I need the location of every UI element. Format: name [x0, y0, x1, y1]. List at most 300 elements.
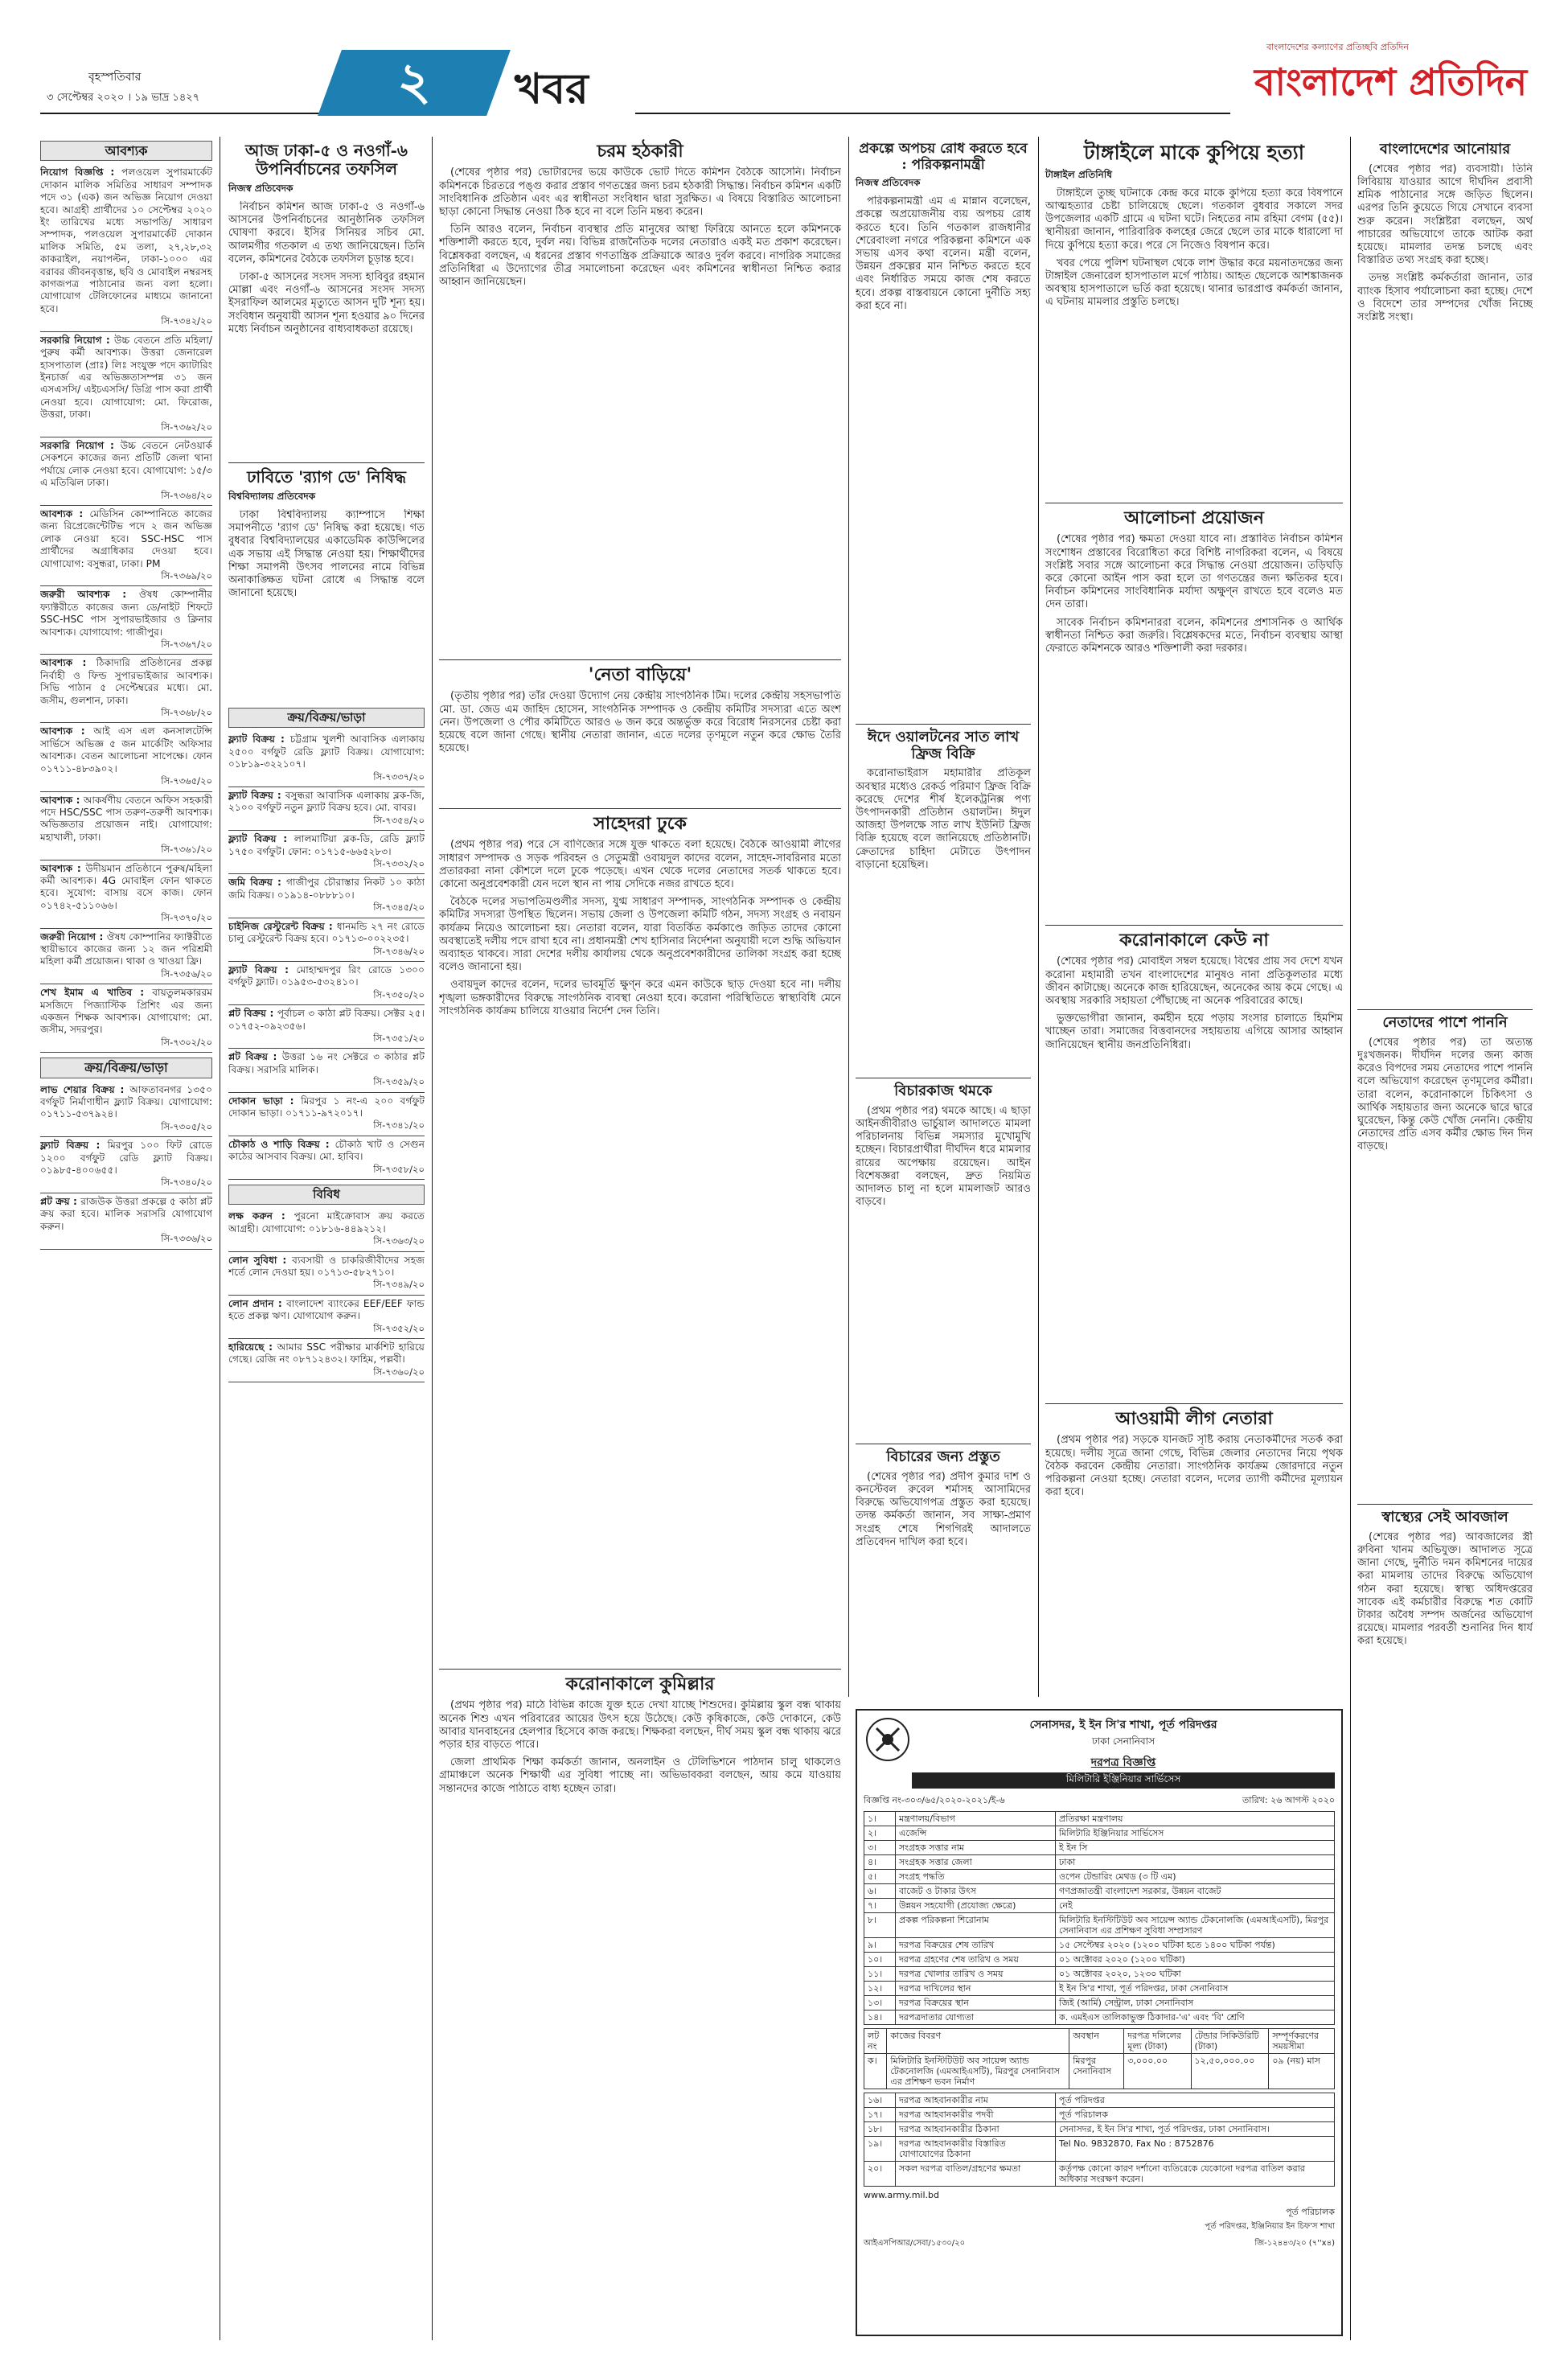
headline-leaders: নেতাদের পাশে পাননি [1357, 1009, 1533, 1032]
classified-ad [40, 860, 212, 929]
body-ragday [228, 509, 425, 710]
tender-org: সেনাসদর, ই ইন সি'র শাখা, পূর্ত পরিদপ্তর [1029, 1719, 1217, 1731]
article-eid [856, 724, 1031, 1073]
classified-ad-ref: সি-৭৩৫১/২০ [373, 1032, 425, 1044]
tender-info-table [864, 1811, 1335, 2025]
tender-cell: সংগ্রহক সত্তার নাম [896, 1841, 1056, 1855]
tender-cell: ৭। [864, 1899, 896, 1913]
classified-ad-body: চৌকাঠ খাট ও সেগুন কাঠের আসবাব বিক্রয়। মো. হাবিব। [228, 1138, 425, 1163]
tender-cell: ঢাকা [1056, 1855, 1335, 1870]
tender-lot-table [864, 2028, 1335, 2089]
classified-ad-body: মিরপুর ১ নং-এ ২০০ বর্গফুট দোকান ভাড়া। ০১৭১১-৯৭২০১৭। [228, 1095, 425, 1119]
tender-lot-cell: সম্পূর্ণকরণের সময়সীমা [1269, 2029, 1335, 2054]
body-chorom [439, 166, 841, 665]
body-health [1357, 1531, 1533, 2327]
tender-cell: প্রকল্প পরিকল্পনা শিরোনাম [896, 1913, 1056, 1938]
article-comilla [439, 1669, 841, 2327]
tender-cell: ৫। [864, 1870, 896, 1884]
classified-ad-title: ফ্ল্যাট বিক্রয় : [228, 833, 294, 845]
article-covid [1045, 925, 1343, 1398]
classified-ad [228, 787, 425, 831]
tender-cell: দরপত্র গ্রহণের শেষ তারিখ ও সময় [896, 1953, 1056, 1967]
tender-cell: প্রতিরক্ষা মন্ত্রণালয় [1056, 1812, 1335, 1826]
classified-ad-title: লক্ষ করুন : [228, 1210, 294, 1222]
tender-cell: পূর্ত পরিচালক [1056, 2108, 1335, 2122]
tender-cell: দরপত্র আহবানকারীর পদবী [896, 2108, 1056, 2122]
classified-ad-body: আকর্ষণীয় বেতনে অফিস সহকারী পদে HSC/SSC পাস তরুণ-তরুণী আবশ্যক। অভিজ্ঞতার প্রয়োজন নাই। যোগাযোগ: মহাখালী, ঢাকা। [40, 794, 212, 843]
article-tangail [1045, 142, 1343, 493]
classified-ad [228, 1049, 425, 1092]
article-paragraph: টাঙ্গাইলে তুচ্ছ ঘটনাকে কেন্দ্র করে মাকে কুপিয়ে হত্যা করে বিষপানে আত্মহত্যার চেষ্টা চালিয়েছে ছেলে। গতকাল বুধবার সকালে সদর উপজেলার একটি গ্রামে এ ঘটনা ঘটে। নিহতের নাম রহিমা বেগম (৫৫)। স্থানীয়রা জানান, পারিবারিক কলহের জেরে ছেলে তার মাকে ধারালো দা দিয়ে কুপিয়ে হত্যা করে। পরে সে নিজেও বিষপান করে। [1045, 187, 1343, 252]
classified-ad-ref: সি-৭৩৪৫/২০ [373, 902, 425, 914]
tender-row [864, 1982, 1335, 1996]
tender-cell: ১৬। [864, 2093, 896, 2108]
tender-cell: দরপত্র আহবানকারীর বিস্তারিত যোগাযোগের ঠিকানা [896, 2137, 1056, 2162]
classified-ad [228, 1093, 425, 1136]
classified-ad [228, 962, 425, 1005]
article-health [1357, 1504, 1533, 2327]
tender-row [864, 2093, 1335, 2108]
article-awami [1045, 1403, 1343, 1699]
classified-ad-title: জমি বিক্রয় : [228, 877, 287, 889]
tender-row [864, 2137, 1335, 2162]
tender-cell: ১৮। [864, 2122, 896, 2137]
tender-cell: দরপত্র বিক্রয়ের স্থান [896, 1996, 1056, 2011]
classified-ad-title: হারিয়েছে : [228, 1341, 277, 1353]
classified-ad-title: আবশ্যক : [40, 507, 90, 520]
tender-lot-cell: মিরপুর সেনানিবাস [1069, 2054, 1124, 2089]
classified-ad-body: মিরপুর ১০০ ফিট রোডে ১২০০ বর্গফুট রেডি ফ্ল্যাট বিক্রয়। ০১৯৮৫-৪০০৬৫৫। [40, 1140, 212, 1177]
classified-ad-title: লোন সুবিধা : [228, 1254, 293, 1266]
body-comilla [439, 1699, 841, 2327]
tender-notice [856, 1709, 1343, 2336]
tender-cell: ১৯। [864, 2137, 896, 2162]
classified-ad-body: চট্টগ্রাম খুলশী আবাসিক এলাকায় ২৫০০ বর্গফুট রেডি ফ্ল্যাট বিক্রয়। যোগাযোগ: ০১৮১৯-৩২২১০৭। [228, 733, 425, 770]
article-paragraph: বৈঠকে দলের সভাপতিমণ্ডলীর সদস্য, যুগ্ম সাধারণ সম্পাদক, সাংগঠনিক সম্পাদক ও কেন্দ্রীয় কমিটির সদস্যরা উপস্থিত ছিলেন। সভায় জেলা ও উপজেলা কমিটি গঠন, সদস্য সংগ্রহ ও নবায়ন কার্যক্রম নিয়েও আলোচনা হয়। নেতারা বলেন, যারা বিতর্কিত কর্মকাণ্ডে জড়িত তাদের কোনো অবস্থাতেই দলীয় পদে রাখা হবে না। প্রধানমন্ত্রী শেখ হাসিনার নির্দেশনা অনুযায়ী দলে শুদ্ধি অভিযান অব্যাহত থাকবে। সারা দেশের দলীয় কার্যালয় থেকে অনুপ্রবেশকারীদের তালিকা সংগ্রহ করা হচ্ছে বলেও জানানো হয়। [439, 896, 841, 974]
article-paragraph: সাবেক নির্বাচন কমিশনাররা বলেন, কমিশনের প্রশাসনিক ও আর্থিক স্বাধীনতা নিশ্চিত করা জরুরি। বিশ্লেষকদের মতে, নির্বাচন ব্যবস্থায় আস্থা ফেরাতে কমিশনকে আরও শক্তিশালী করা দরকার। [1045, 616, 1343, 655]
classified-ad-title: চৌকাঠ ও শাড়ি বিক্রয় : [228, 1138, 335, 1150]
classified-ad [228, 918, 425, 962]
classified-ad-title: প্লট বিক্রয় : [228, 1051, 282, 1063]
tender-cell: ৪। [864, 1855, 896, 1870]
tender-row [864, 1938, 1335, 1953]
tender-cell: দরপত্র আহবানকারীর ঠিকানা [896, 2122, 1056, 2137]
article-paragraph: (শেষের পৃষ্ঠার পর) মোবাইল সম্বল হয়েছে। বিশ্বের প্রায় সব দেশে যখন করোনা মহামারী তখন বাংলাদেশের মানুষও নানা প্রতিকূলতার মধ্যে জীবন কাটাচ্ছে। অনেকে কাজ হারিয়েছেন, অনেকের আয় কমে গেছে। এ অবস্থায় সরকারি সহায়তা পৌঁছাচ্ছে না অনেক পরিবারের কাছে। [1045, 955, 1343, 1007]
tender-website[interactable]: www.army.mil.bd [864, 2190, 939, 2200]
tender-cell: মিলিটারি ইনস্টিটিউট অব সায়েন্স অ্যান্ড টেকনোলজি (এমআইএসটি), মিরপুর সেনানিবাস এর প্রশিক্ষণ সুবিধা সম্প্রসারণ [1056, 1913, 1335, 1938]
headline-anowar: বাংলাদেশের আনোয়ার [1379, 141, 1511, 158]
tender-cell: ক. এমইএস তালিকাভুক্ত ঠিকাদার-'এ' এবং 'বি' শ্রেণি [1056, 2011, 1335, 2025]
classified-ad-ref: সি-৭৩৬৫/২০ [161, 775, 212, 787]
classified-ad-body: ঔষধ কোম্পানীর ফ্যাক্টরীতে কাজের জন্য ডে/নাইট শিফটে SSC-HSC পাস সুপারভাইজার ও ক্লিনার আবশ্যক। যোগাযোগ: গাজীপুর। [40, 589, 212, 638]
classified-ad-body: গাজীপুর চৌরাস্তার নিকট ১০ কাঠা জমি বিক্রয়। ০১৯১৪-০৮৮৮১০। [228, 877, 425, 901]
body-constituency [228, 201, 425, 450]
classified-ad-ref: সি-৭৩৬৪/২০ [161, 489, 212, 501]
classified-ad-title: সরকারি নিয়োগ : [40, 334, 114, 346]
article-paragraph: (তৃতীয় পৃষ্ঠার পর) তাঁর দেওয়া উদ্যোগ নেয় কেন্দ্রীয় সাংগঠনিক টিম। দলের কেন্দ্রীয় সহসভাপতি মো. ডা. জেড এম জাহিদ হোসেন, সাংগঠনিক সম্পাদক ও কেন্দ্রীয় কমিটির সদস্যরা এতে অংশ নেন। উপজেলা ও পৌর কমিটিতে আরও ৬ জন করে অন্তর্ভুক্ত করে বিরোধ নিরসনের চেষ্টা করা হয়েছে বলে জানা গেছে। স্থানীয় নেতারা জানান, এতে দলের তৃণমূলে নতুন করে ক্ষোভ তৈরি হয়েছে। [439, 690, 841, 755]
classified-ad [40, 506, 212, 586]
tender-cell: পূর্ত পরিদপ্তর [1056, 2093, 1335, 2108]
classified-ad-ref: সি-৭৩৬০/২০ [373, 1366, 425, 1378]
headline-sahed: সাহেদরা ঢুকে [439, 808, 841, 834]
classified-ad-body: বায়তুলমকাররম মসজিদে পিজ্যাস্টিক প্রিশিং এর জন্য একজন শিক্ষক আবশ্যক। যোগাযোগ: মো. জসীম, সদরপুর। [40, 987, 212, 1036]
classified-ad-ref: সি-৭৩৪৬/২০ [373, 945, 425, 957]
section-title: খবর [515, 64, 589, 113]
classified-ad [40, 655, 212, 723]
article-paragraph: ভুক্তভোগীরা জানান, কর্মহীন হয়ে পড়ায় সংসার চালাতে হিমশিম খাচ্ছেন তারা। সমাজের বিত্তবানদের সহায়তায় এগিয়ে আসার আহ্বান জানিয়েছেন স্থানীয় জনপ্রতিনিধিরা। [1045, 1012, 1343, 1051]
classified-ad-ref: সি-৭৩৬২/২০ [161, 421, 212, 433]
classified-ad-body: পূর্বাচল ৩ কাঠা প্লট বিক্রয়। সেক্টর ২৫। ০১৭৫২-০৯২৩৫৬। [228, 1008, 425, 1032]
column-divider [1038, 137, 1039, 1697]
classified-ad-body: ঔষধ কোম্পানির ফ্যাক্টরীতে স্থায়ীভাবে কাজের জন্য ১২ জন পরিশ্রমী মহিলা কর্মী প্রয়োজন। থাকা ও খাওয়া ফ্রি। [40, 930, 212, 967]
column-divider [848, 137, 849, 1697]
tender-lot-cell: ৩,০০০.০০ [1124, 2054, 1191, 2089]
headline-discussion: আলোচনা প্রয়োজন [1045, 503, 1343, 528]
headline-eid: ঈদে ওয়ালটনের সাত লাখ ফ্রিজ বিক্রি [856, 724, 1031, 762]
classified-ad-title: চাইনিজ রেস্টুরেন্ট বিক্রয় : [228, 920, 337, 932]
classified-ad-title: আবশ্যক : [40, 657, 96, 669]
tender-cell: ১১। [864, 1967, 896, 1982]
tender-footer-table [864, 2093, 1335, 2187]
tender-row [864, 1870, 1335, 1884]
body-eid [856, 767, 1031, 1073]
classified-ad-title: জরুরী নিয়োগ : [40, 930, 107, 943]
classified-ad [228, 1296, 425, 1339]
article-paragraph: পরিকল্পনামন্ত্রী এম এ মান্নান বলেছেন, প্রকল্পে অপ্রয়োজনীয় ব্যয় অপচয় রোধ করতে হবে। তিনি গতকাল রাজধানীর শেরেবাংলা নগরে পরিকল্পনা কমিশনে এক সভায় এসব কথা বলেন। মন্ত্রী বলেন, উন্নয়ন প্রকল্পের মান নিশ্চিত করতে হবে এবং নির্ধারিত সময়ে কাজ শেষ করতে হবে। প্রকল্প বাস্তবায়নে কোনো দুর্নীতি সহ্য করা হবে না। [856, 195, 1031, 312]
headline-awami: আওয়ামী লীগ নেতারা [1045, 1403, 1343, 1429]
tender-cell: ১৪। [864, 2011, 896, 2025]
classified-ad-title: শেখ ইমাম এ খাতিব : [40, 987, 153, 999]
tender-cell: উন্নয়ন সহযোগী (প্রযোজ্য ক্ষেত্রে) [896, 1899, 1056, 1913]
article-paragraph: জেলা প্রাথমিক শিক্ষা কর্মকর্তা জানান, অনলাইন ও টেলিভিশনে পাঠদান চালু থাকলেও গ্রামাঞ্চলে অনেক শিক্ষার্থী এর সুবিধা পাচ্ছে না। অভিভাবকরা বলছেন, আয় কমে যাওয়ায় সন্তানদের কাজে পাঠাতে বাধ্য হচ্ছেন তারা। [439, 1756, 841, 1795]
classified-ad-title: জরুরী আবশ্যক : [40, 589, 139, 601]
tender-signatory-sub: পূর্ত পরিদপ্তর, ইঞ্জিনিয়ার ইন চিফ'স শাখা [1205, 2222, 1335, 2231]
article-paragraph: (প্রথম পৃষ্ঠার পর) মাঠে বিভিন্ন কাজে যুক্ত হতে দেখা যাচ্ছে শিশুদের। কুমিল্লায় স্কুল বন্ধ থাকায় অনেক শিশু এখন পরিবারের আয়ের উৎস হয়ে উঠেছে। কেউ কৃষিকাজে, কেউ দোকানে, কেউ আবার যানবাহনের হেলপার হিসেবে কাজ করছে। শিক্ষকরা বলছেন, দীর্ঘ সময় স্কুল বন্ধ থাকায় ঝরে পড়ার হার বাড়তে পারে। [439, 1699, 841, 1751]
classified-ad-title: আবশ্যক : [40, 794, 84, 806]
tender-row [864, 1841, 1335, 1855]
tender-memo: বিজ্ঞপ্তি নং-৩০৩/৬৫/২০২০-২০২১/ই-৬ [864, 1795, 1005, 1805]
article-leaders [1357, 1009, 1533, 1487]
tender-cell: সংগ্রহ পদ্ধতি [896, 1870, 1056, 1884]
article-paragraph: (শেষের পৃষ্ঠার পর) ব্যবসায়ী। তিনি লিবিয়ায় যাওয়ার আগে দীর্ঘদিন প্রবাসী শ্রমিক পাঠানোর সঙ্গে জড়িত ছিলেন। এরপর তিনি কুয়েতে গিয়ে সেখানে ব্যবসা শুরু করেন। সংশ্লিষ্টরা বলছেন, অর্থ পাচারের অভিযোগে তাকে আটক করা হয়েছে। মামলার তদন্ত চলছে এবং বিস্তারিত তথ্য সংগ্রহ করা হচ্ছে। [1357, 162, 1533, 267]
classified-ad-ref: সি-৭৩০৫/২০ [161, 1120, 212, 1132]
body-trial [856, 1105, 1031, 1443]
tender-row [864, 1953, 1335, 1967]
tender-org-sub: ঢাকা সেনানিবাস [1091, 1735, 1155, 1747]
tender-cell: ওপেন টেন্ডারিং মেথড (৩ টি এম) [1056, 1870, 1335, 1884]
column-divider [432, 137, 433, 2340]
tender-cell: ১৫ সেপ্টেম্বর ২০২০ (১২০০ ঘটিকা হতে ১৪০০ ঘটিকা পর্যন্ত) [1056, 1938, 1335, 1953]
tender-cell: মিলিটারি ইঞ্জিনিয়ার সার্ভিসেস [1056, 1826, 1335, 1841]
classified-ad [40, 929, 212, 985]
article-paragraph: তিনি আরও বলেন, নির্বাচন ব্যবস্থার প্রতি মানুষের আস্থা ফিরিয়ে আনতে হলে কমিশনকে শক্তিশালী করতে হবে, দুর্বল নয়। বিভিন্ন রাজনৈতিক দলের নেতারাও একই মত প্রকাশ করেছেন। বিশ্লেষকরা বলছেন, এ ধরনের প্রস্তাব গণতান্ত্রিক প্রক্রিয়াকে আরও দুর্বল করবে। নাগরিক সমাজের প্রতিনিধিরা এ উদ্যোগের তীব্র সমালোচনা করেছেন এবং কমিশনের স্বাধীনতা নিশ্চিত করার আহ্বান জানিয়েছেন। [439, 224, 841, 288]
article-paragraph: ঢাকা-৫ আসনের সংসদ সদস্য হাবিবুর রহমান মোল্লা এবং নওগাঁ-৬ আসনের সংসদ সদস্য ইসরাফিল আলমের মৃত্যুতে আসন দুটি শূন্য হয়। সংবিধান অনুযায়ী আসন শূন্য হওয়ার ৯০ দিনের মধ্যে নির্বাচন অনুষ্ঠানের বাধ্যবাধকতা রয়েছে। [228, 271, 425, 335]
article-paragraph: ওবায়দুল কাদের বলেন, দলের ভাবমূর্তি ক্ষুণ্ন করে এমন কাউকে ছাড় দেওয়া হবে না। দলীয় শৃঙ্খলা ভঙ্গকারীদের বিরুদ্ধে সাংগঠনিক ব্যবস্থা নেওয়া হবে। করোনা পরিস্থিতিতে স্বাস্থ্যবিধি মেনে সাংগঠনিক কার্যক্রম চালিয়ে যাওয়ার নির্দেশ দেন তিনি। [439, 979, 841, 1017]
header-rule [40, 113, 330, 114]
classified-ad-ref: সি-৭৩৩৭/২০ [373, 770, 425, 782]
article-paragraph: করোনাভাইরাস মহামারীর প্রতিকূল অবস্থার মধ্যেও রেকর্ড পরিমাণ ফ্রিজ বিক্রি করেছে দেশের শীর্ষ ইলেকট্রনিক্স পণ্য উৎপাদনকারী প্রতিষ্ঠান ওয়ালটন। ঈদুল আজহা উপলক্ষে সাত লাখ ইউনিট ফ্রিজ বিক্রি হয়েছে বলে জানিয়েছে প্রতিষ্ঠানটি। ক্রেতাদের চাহিদা মেটাতে উৎপাদন বাড়ানো হয়েছিল। [856, 767, 1031, 871]
tender-isrp-ref: আইএসপিআর/সেবা/১৫৩০/২০ [864, 2239, 966, 2248]
tender-lot-cell: ০৯ (নয়) মাস [1269, 2054, 1335, 2089]
body-covid [1045, 955, 1343, 1398]
classified-ad [40, 723, 212, 791]
classified-ad-ref: সি-৭৩৬১/২০ [161, 844, 212, 856]
classified-ad-title: প্লট ক্রয় : [40, 1195, 81, 1207]
tender-lot-cell: মিলিটারি ইনস্টিটিউট অব সায়েন্স অ্যান্ড টেকনোলজি (এমআইএসটি), মিরপুর সেনানিবাস এর প্রশিক্ষণ ভবন নির্মাণ [887, 2054, 1069, 2089]
tender-lot-cell: দরপত্র দলিলের মূল্য (টাকা) [1124, 2029, 1191, 2054]
army-emblem-icon [865, 1717, 910, 1762]
tender-cell: ১। [864, 1812, 896, 1826]
tender-cell: দরপত্র দাখিলের স্থান [896, 1982, 1056, 1996]
article-sahed [439, 808, 841, 1659]
headline-project: প্রকল্পে অপচয় রোধ করতে হবে : পরিকল্পনামন্ত্রী [859, 141, 1028, 173]
tender-cell: ৩। [864, 1841, 896, 1855]
classified-ad-title: নিয়োগ বিজ্ঞপ্তি : [40, 166, 122, 179]
classified-ad-ref: সি-৭৩৪১/২০ [373, 1119, 425, 1132]
classified-heading-essential: আবশ্যক [40, 141, 212, 161]
classified-ad [228, 1339, 425, 1382]
classified-ad-body: ব্যবসায়ী ও চাকরিজীবীদের সহজ শর্তে লোন দেওয়া হয়। ০১৭১৩-৫৮২৭১০। [228, 1254, 425, 1279]
tender-cell: ই ইন সি [1056, 1841, 1335, 1855]
classified-ad-body: লালমাটিয়া ব্লক-ডি, রেডি ফ্ল্যাট ১৭৫০ বর্গফুট। ফোন: ০১৭১৫-৬৬৫২৮৩। [228, 833, 425, 857]
classified-ad-ref: সি-৭৩৫৬/২০ [161, 967, 212, 980]
article-paragraph: নির্বাচন কমিশন আজ ঢাকা-৫ ও নওগাঁ-৬ আসনের উপনির্বাচনের আনুষ্ঠানিক তফসিল ঘোষণা করবে। ইসির সিনিয়র সচিব মো. আলমগীর গতকাল এ তথ্য জানিয়েছেন। তিনি বলেন, কমিশনের বৈঠকে তফসিল চূড়ান্ত হবে। [228, 201, 425, 265]
classified-ad-body: ঠিকাদারি প্রতিষ্ঠানের প্রকল্প নির্বাহী ও ফিল্ড সুপারভাইজার আবশ্যক। সিভি পাঠান ৫ সেপ্টেম্বরের মধ্যে। মো. জসীম, গুলশান, ঢাকা। [40, 657, 212, 706]
tender-row [864, 1899, 1335, 1913]
headline-ready: বিচারের জন্য প্রস্তুত [856, 1444, 1031, 1466]
tender-cell: ৬। [864, 1884, 896, 1899]
body-discussion [1045, 533, 1343, 919]
headline-trial: বিচারকাজ থমকে [856, 1078, 1031, 1100]
classified-ad-title: ফ্ল্যাট বিক্রয় : [228, 963, 297, 975]
classified-ad-ref: সি-৭৩৬৮/২০ [161, 707, 212, 719]
classified-ad-body: ধানমন্ডি ২৭ নং রোডে চালু রেস্টুরেন্ট বিক্রয় হবে। ০১৭১৩-০০২২৩৫। [228, 920, 425, 945]
headline-ragday: ঢাবিতে 'র‍্যাগ ডে' নিষিদ্ধ [228, 462, 425, 487]
byline-project: নিজস্ব প্রতিবেদক [856, 177, 921, 189]
tender-cell: ১৩। [864, 1996, 896, 2011]
classified-ad-title: প্লট বিক্রয় : [228, 1008, 277, 1020]
tender-code-ref: জি-১২৪৪৩/২০ (৭''x৪) [1254, 2239, 1335, 2248]
classified-ad-title: লাভ শেয়ার বিক্রয় : [40, 1083, 130, 1095]
tender-row [864, 2011, 1335, 2025]
tender-cell: Tel No. 9832870, Fax No : 8752876 [1056, 2137, 1335, 2162]
classified-ad-title: সরকারি নিয়োগ : [40, 439, 121, 451]
classifieds-column [40, 141, 212, 2336]
tender-cell: দরপত্র বিক্রয়ের শেষ তারিখ [896, 1938, 1056, 1953]
day-label: বৃহস্পতিবার [88, 71, 142, 84]
tender-title: দরপত্র বিজ্ঞপ্তি [1090, 1756, 1156, 1769]
classified-ad [40, 332, 212, 437]
classified-ad [40, 586, 212, 655]
classified-ad-ref: সি-৭৩৭০/২০ [161, 912, 212, 924]
body-sahed [439, 839, 841, 1659]
tender-subtitle: মিলিটারি ইঞ্জিনিয়ার সার্ভিসেস [912, 1772, 1335, 1789]
tender-cell: ১২। [864, 1982, 896, 1996]
classified-ad-title: লোন প্রদান : [228, 1297, 287, 1309]
tender-row [864, 2122, 1335, 2137]
headline-constituency: আজ ঢাকা-৫ ও নওগাঁ-৬ উপনির্বাচনের তফসিল [245, 141, 408, 179]
tender-cell: এজেন্সি [896, 1826, 1056, 1841]
tender-row [864, 1884, 1335, 1899]
classified-ad-ref: সি-৭৩৩৬/২০ [161, 1233, 212, 1245]
classified-ad [40, 437, 212, 506]
header-rule-right [635, 113, 1230, 114]
tender-signatory: পূর্ত পরিচালক [1286, 2207, 1335, 2217]
tender-cell: ১৭। [864, 2108, 896, 2122]
classified-ad-body: পুরনো মাইক্রোবাস ক্রয় করতে আগ্রহী। যোগাযোগ: ০১৮১৬-৪৪৯২১২। [228, 1210, 425, 1234]
tender-row [864, 1913, 1335, 1938]
classified-ad-ref: সি-৭৩৩২/২০ [373, 858, 425, 870]
classified-ad [228, 831, 425, 874]
article-paragraph: (শেষের পৃষ্ঠার পর) তা অত্যন্ত দুঃখজনক। দীর্ঘদিন দলের জন্য কাজ করেও বিপদের সময় নেতাদের পাশে পাননি বলে অভিযোগ করেছেন তৃণমূলের কর্মীরা। তারা বলেন, করোনাকালে চিকিৎসা ও আর্থিক সহায়তার জন্য অনেকে দ্বারে দ্বারে ঘুরেছেন, কিন্তু কেউ খোঁজ নেননি। কেন্দ্রীয় নেতাদের প্রতি এসব কর্মীর ক্ষোভ দিন দিন বাড়ছে। [1357, 1036, 1533, 1153]
classified-ad-body: আমার SSC পরীক্ষার মার্কশিট হারিয়ে গেছে। রেজি নং ০৮৭১২৪৩২। ফাহিম, পল্লবী। [228, 1341, 425, 1366]
body-anowar [1357, 163, 1533, 992]
article-project [856, 142, 1031, 678]
classified-ad-ref: সি-৭৩৪০/২০ [161, 1177, 212, 1189]
article-chorom [439, 142, 841, 665]
classified-heading-mid: ক্রয়/বিক্রয়/ভাড়া [228, 708, 425, 728]
mid-classifieds [228, 708, 425, 2340]
tender-cell: ৮। [864, 1913, 896, 1938]
article-paragraph: (শেষের পৃষ্ঠার পর) ক্ষমতা দেওয়া যাবে না। প্রস্তাবিত নির্বাচন কমিশন সংশোধন প্রস্তাবের বিরোধিতা করে বিশিষ্ট নাগরিকরা বলেন, এ বিষয়ে সংশ্লিষ্ট সবার সঙ্গে আলোচনা করে সিদ্ধান্ত নেওয়া প্রয়োজন। তড়িঘড়ি করে কোনো আইন পাস করা হলে তা গণতন্ত্রের জন্য ক্ষতিকর হবে। নির্বাচন কমিশনের সাংবিধানিক মর্যাদা অক্ষুণ্ন রাখতে হবে বলেও মত দেন তারা। [1045, 533, 1343, 611]
headline-tangail: টাঙ্গাইলে মাকে কুপিয়ে হত্যা [1084, 141, 1304, 164]
page-number: ২ [397, 51, 431, 112]
article-anowar [1357, 142, 1533, 992]
tender-row [864, 1826, 1335, 1841]
article-paragraph: (প্রথম পৃষ্ঠার পর) পরে সে বাণিজ্যের সঙ্গে যুক্ত থাকতে বলা হয়েছে। বৈঠকে আওয়ামী লীগের সাধারণ সম্পাদক ও সড়ক পরিবহন ও সেতুমন্ত্রী ওবায়দুল কাদের বলেন, সাহেদ-সাবরিনার মতো প্রতারকরা নানা কৌশলে দলে ঢুকে পড়েছে। এখন থেকে দলের নেতাদের সতর্ক থাকতে হবে। কোনো অনুপ্রবেশকারী যেন দলে স্থান না পায় সেদিকে নজর রাখতে হবে। [439, 839, 841, 890]
classified-heading-property: ক্রয়/বিক্রয়/ভাড়া [40, 1058, 212, 1078]
tender-row [864, 1967, 1335, 1982]
body-ready [856, 1471, 1031, 1696]
tender-cell: ৯। [864, 1938, 896, 1953]
article-paragraph: খবর পেয়ে পুলিশ ঘটনাস্থল থেকে লাশ উদ্ধার করে ময়নাতদন্তের জন্য টাঙ্গাইল জেনারেল হাসপাতাল মর্গে পাঠায়। আহত ছেলেকে আশঙ্কাজনক অবস্থায় হাসপাতালে ভর্তি করা হয়েছে। থানার ভারপ্রাপ্ত কর্মকর্তা জানান, এ ঘটনায় মামলার প্রস্তুতি চলছে। [1045, 257, 1343, 309]
tender-row [864, 2162, 1335, 2187]
classified-ad-title: আবশ্যক : [40, 725, 94, 737]
classified-ad-ref: সি-৭৩৬৯/২০ [161, 570, 212, 581]
masthead-logo: বাংলাদেশ প্রতিদিন [1254, 60, 1528, 104]
classified-ad-title: দোকান ভাড়া : [228, 1095, 302, 1107]
tender-row [864, 2108, 1335, 2122]
classified-ad [228, 1252, 425, 1296]
classified-ad-body: রাজউক উত্তরা প্রকল্পে ৫ কাঠা প্লট ক্রয় করা হবে। মালিক সরাসরি যোগাযোগ করুন। [40, 1195, 212, 1232]
column-divider [1350, 137, 1351, 2340]
classified-ad-body: উচ্চ বেতনে প্রতি মহিলা/পুরুষ কর্মী আবশ্যক। উত্তরা জেনারেল হাসপাতাল (প্রাঃ) লিঃ সংযুক্ত পদে ক্যাটারিং ইনচার্জ এর অভিজ্ঞতাসম্পন্ন ৩১ জন এসএসসি/ এইচএসসি/ ডিগ্রি পাস করা প্রার্থী নেওয়া হবে। যোগাযোগ: মো. ফিরোজ, উত্তরা, ঢাকা। [40, 334, 212, 421]
byline-constituency: নিজস্ব প্রতিবেদক [228, 183, 293, 194]
classified-ad-ref: সি-৭৩৫৪/২০ [373, 814, 425, 826]
tender-row [864, 1996, 1335, 2011]
tender-cell: কর্তৃপক্ষ কোনো কারণ দর্শানো ব্যতিরেকে যেকোনো দরপত্র বাতিল করার অধিকার সংরক্ষণ করেন। [1056, 2162, 1335, 2187]
classified-ad [40, 164, 212, 331]
classified-ad [40, 984, 212, 1053]
classified-ad-ref: সি-৭৩৪২/২০ [161, 315, 212, 327]
classified-ad [228, 1208, 425, 1251]
classified-ad-ref: সি-৭৩৪৯/২০ [373, 1279, 425, 1291]
classified-ad-body: বসুন্ধরা আবাসিক এলাকায় ব্লক-জি, ২১০০ বর্গফুট নতুন ফ্ল্যাট বিক্রয় হবে। মো. বাবর। [228, 790, 425, 814]
headline-neta: 'নেতা বাড়িয়ে' [439, 659, 841, 685]
classified-ad-ref: সি-৭৩৫৯/২০ [373, 1076, 425, 1088]
tender-cell: ০১ অক্টোবর ২০২০, ১২৩০ ঘটিকা [1056, 1967, 1335, 1982]
tender-lot-cell: অবস্থান [1069, 2029, 1124, 2054]
classified-ad-ref: সি-৭৩৫২/২০ [373, 1322, 425, 1334]
classified-ad-ref: সি-৭৩৫৮/২০ [373, 1163, 425, 1175]
article-paragraph: (প্রথম পৃষ্ঠার পর) সড়কে যানজট সৃষ্টি করায় নেতাকর্মীদের সতর্ক করা হয়েছে। দলীয় সূত্রে জানা গেছে, বিভিন্ন জেলার নেতাদের নিয়ে পৃথক বৈঠক করবেন কেন্দ্রীয় নেতারা। সাংগঠনিক কার্যক্রম জোরদারে নতুন পরিকল্পনা নেওয়া হচ্ছে। নেতারা বলেন, দলের ত্যাগী কর্মীদের মূল্যায়ন করা হবে। [1045, 1434, 1343, 1499]
classified-ad-body: উদীয়মান প্রতিষ্ঠানে পুরুষ/মহিলা কর্মী আবশ্যক। 4G মোবাইল ফোন থাকতে হবে। সুযোগ: বাসায় বসে কাজ। ফোন ০১৭৪২-৫১১০৬৬। [40, 862, 212, 911]
article-paragraph: (শেষের পৃষ্ঠার পর) ভোটারদের ভয়ে কাউকে ভোট দিতে কমিশন বৈঠকে আসেনি। নির্বাচন কমিশনকে চিরতরে পঙ্গু করার প্রস্তাব গণতন্ত্রের জন্য চরম হঠকারী সিদ্ধান্ত। নির্বাচন কমিশন একটি সাংবিধানিক প্রতিষ্ঠান এবং এর স্বাধীনতা সংবিধান দ্বারা সুরক্ষিত। এ বিষয়ে বিস্তারিত আলোচনা ছাড়া কোনো সিদ্ধান্ত নেওয়া ঠিক হবে না বলে তিনি মন্তব্য করেন। [439, 166, 841, 218]
headline-covid: করোনাকালে কেউ না [1045, 925, 1343, 951]
article-trial [856, 1078, 1031, 1443]
classified-heading-misc: বিবিধ [228, 1185, 425, 1205]
classified-ad [228, 1005, 425, 1049]
article-ragday [228, 462, 425, 710]
tender-cell: মন্ত্রণালয়/বিভাগ [896, 1812, 1056, 1826]
tender-cell: ২। [864, 1826, 896, 1841]
tender-cell: সেনাসদর, ই ইন সি'র শাখা, পূর্ত পরিদপ্তর, ঢাকা সেনানিবাস। [1056, 2122, 1335, 2137]
body-neta [439, 690, 841, 811]
tender-lot-cell: কাজের বিবরণ [887, 2029, 1069, 2054]
tender-cell: সংগ্রহক সত্তার জেলা [896, 1855, 1056, 1870]
article-paragraph: (শেষের পৃষ্ঠার পর) আবজালের স্ত্রী রুবিনা খানম অভিযুক্ত। আদালত সূত্রে জানা গেছে, দুর্নীতি দমন কমিশনের দায়ের করা মামলায় তাদের বিরুদ্ধে অভিযোগ গঠন করা হয়েছে। স্বাস্থ্য অধিদপ্তরের সাবেক এই কর্মচারীর বিরুদ্ধে শত কোটি টাকার অবৈধ সম্পদ অর্জনের অভিযোগ রয়েছে। মামলার পরবর্তী শুনানির দিন ধার্য করা হয়েছে। [1357, 1530, 1533, 1648]
tender-lot-cell: ক। [864, 2054, 887, 2089]
article-paragraph: ঢাকা বিশ্ববিদ্যালয় ক্যাম্পাসে শিক্ষা সমাপনীতে 'র‍্যাগ ডে' নিষিদ্ধ করা হয়েছে। গত বুধবার বিশ্ববিদ্যালয়ের একাডেমিক কাউন্সিলের এক সভায় এই সিদ্ধান্ত নেওয়া হয়। শিক্ষার্থীদের শিক্ষা সমাপনী উৎসব পালনের নামে বিভিন্ন অনাকাঙ্ক্ষিত ঘটনা রোধে এ সিদ্ধান্ত বলে জানানো হয়েছে। [228, 509, 425, 600]
tender-cell: গণপ্রজাতন্ত্রী বাংলাদেশ সরকার, উন্নয়ন বাজেট [1056, 1884, 1335, 1899]
header-bar [0, 32, 1568, 121]
classified-ad-body: বাংলাদেশ ব্যাংকের EEF/EEF ফান্ড হতে প্রকল্প ঋণ। যোগাযোগ করুন। [228, 1297, 425, 1322]
body-leaders [1357, 1037, 1533, 1487]
article-paragraph: তদন্ত সংশ্লিষ্ট কর্মকর্তারা জানান, তার ব্যাংক হিসাব পর্যালোচনা করা হচ্ছে। দেশে ও বিদেশে তার সম্পদের খোঁজ নিচ্ছে সংশ্লিষ্ট সংস্থা। [1357, 272, 1533, 323]
classified-ad [40, 1082, 212, 1138]
body-project [856, 195, 1031, 678]
classified-ad-title: আবশ্যক : [40, 862, 86, 874]
date-label: ৩ সেপ্টেম্বর ২০২০ । ১৯ ভাদ্র ১৪২৭ [47, 92, 200, 104]
classified-ad-body: আফতাবনগর ১৩৫০ বর্গফুট নির্মাণাধীন ফ্ল্যাট বিক্রয়। যোগাযোগ: ০১৭১১-৫৩৭৯২৪। [40, 1083, 212, 1120]
tender-cell: ২০। [864, 2162, 896, 2187]
article-neta [439, 659, 841, 811]
classified-ad [228, 731, 425, 787]
classified-ad [40, 1137, 212, 1193]
classified-ad-body: উচ্চ বেতনে নেটওয়ার্ক সেকশনে কাজের জন্য প্রতিটি জেলা থানা পর্যায়ে লোক নেওয়া হবে। যোগাযোগ: ১৫/৩ এ মতিঝিল ঢাকা। [40, 439, 212, 489]
classified-ad-body: পলওয়েল সুপারমার্কেট দোকান মালিক সমিতির সাধারণ সম্পাদক পদে ৩১ (এক) জন অভিজ্ঞ নিয়োগ দেওয়া হবে। আগ্রহী প্রার্থীদের ১০ সেপ্টেম্বর ২০২০ ইং তারিখের মধ্যে সভাপতি/ সাধারণ সম্পাদক, পলওয়েল সুপারমার্কেট দোকান মালিক সমিতি, ৫ম তলা, ২৭,২৮,৩২ কাকরাইল, নয়াপল্টন, ঢাকা-১০০০ এর বরাবর জীবনবৃত্তান্ত, ছবি ও মোবাইল নম্বরসহ কাগজপত্র পাঠানোর জন্য বলা হলো। যোগাযোগ টেলিফোনের মাধ্যমে জানানো হবে। [40, 166, 212, 314]
article-discussion [1045, 503, 1343, 919]
classified-ad-body: আই এস এল কনসালটেন্সি সার্ভিসে অভিজ্ঞ ৫ জন মার্কেটিং অফিসার আবশ্যক। বেতন আলোচনা সাপেক্ষে। ফোন ০১৭১১-৪৮৩৯০২। [40, 725, 212, 774]
classified-ad [228, 1136, 425, 1180]
classified-ad-ref: সি-৭৩৬৭/২০ [161, 639, 212, 651]
tender-cell: দরপত্র আহবানকারীর নাম [896, 2093, 1056, 2108]
masthead-tagline: বাংলাদেশের কল্যাণের প্রতিচ্ছবি প্রতিদিন [1266, 42, 1409, 52]
classified-ad-ref: সি-৭৩৫০/২০ [373, 988, 425, 1000]
classified-ad-body: উত্তরা ১৬ নং সেক্টরে ৩ কাঠার প্লট বিক্রয়। সরাসরি মালিক। [228, 1051, 425, 1075]
article-paragraph: (শেষের পৃষ্ঠার পর) প্রদীপ কুমার দাশ ও কনস্টেবল রুবেল শর্মাসহ আসামিদের বিরুদ্ধে অভিযোগপত্র প্রস্তুত করা হয়েছে। তদন্ত কর্মকর্তা জানান, সব সাক্ষ্য-প্রমাণ সংগ্রহ শেষে শিগগিরই আদালতে প্রতিবেদন দাখিল করা হবে। [856, 1470, 1031, 1548]
tender-row [864, 1812, 1335, 1826]
tender-lot-cell: ১২,৫০,০০০.০০ [1191, 2054, 1269, 2089]
classified-ad-title: ফ্ল্যাট বিক্রয় : [40, 1140, 108, 1152]
classified-ad [40, 1193, 212, 1250]
tender-cell: ই ইন সি'র শাখা, পূর্ত পরিদপ্তর, ঢাকা সেনানিবাস [1056, 1982, 1335, 1996]
classified-ad-body: মেডিসিন কোম্পানিতে কাজের জন্য রিপ্রেজেন্টেটিভ পদে ২ জন অভিজ্ঞ লোক নেওয়া হবে। SSC-HSC পাস প্রার্থীদের অগ্রাধিকার দেওয়া হবে। যোগাযোগ: বসুন্ধরা, ঢাকা। PM [40, 507, 212, 569]
tender-cell: জিই (আর্মি) সেন্ট্রাল, ঢাকা সেনানিবাস [1056, 1996, 1335, 2011]
tender-row [864, 1855, 1335, 1870]
tender-cell: দরপত্র খোলার তারিখ ও সময় [896, 1967, 1056, 1982]
tender-cell: ১০। [864, 1953, 896, 1967]
classified-ad [228, 874, 425, 918]
classified-ad-body: মোহাম্মদপুর রিং রোডে ১৩০০ বর্গফুট ফ্ল্যাট। ০১৯৫৩-৫৩২৪১০। [228, 963, 425, 988]
headline-chorom: চরম হঠকারী [597, 141, 683, 162]
tender-date: তারিখ: ২৬ আগস্ট ২০২০ [1242, 1795, 1335, 1805]
tender-cell: ০১ অক্টোবর ২০২০ (১২০০ ঘটিকা) [1056, 1953, 1335, 1967]
classified-ad-title: ফ্ল্যাট বিক্রয় : [228, 733, 290, 745]
classified-ad [40, 792, 212, 860]
body-awami [1045, 1434, 1343, 1699]
byline-ragday: বিশ্ববিদ্যালয় প্রতিবেদক [228, 491, 316, 502]
